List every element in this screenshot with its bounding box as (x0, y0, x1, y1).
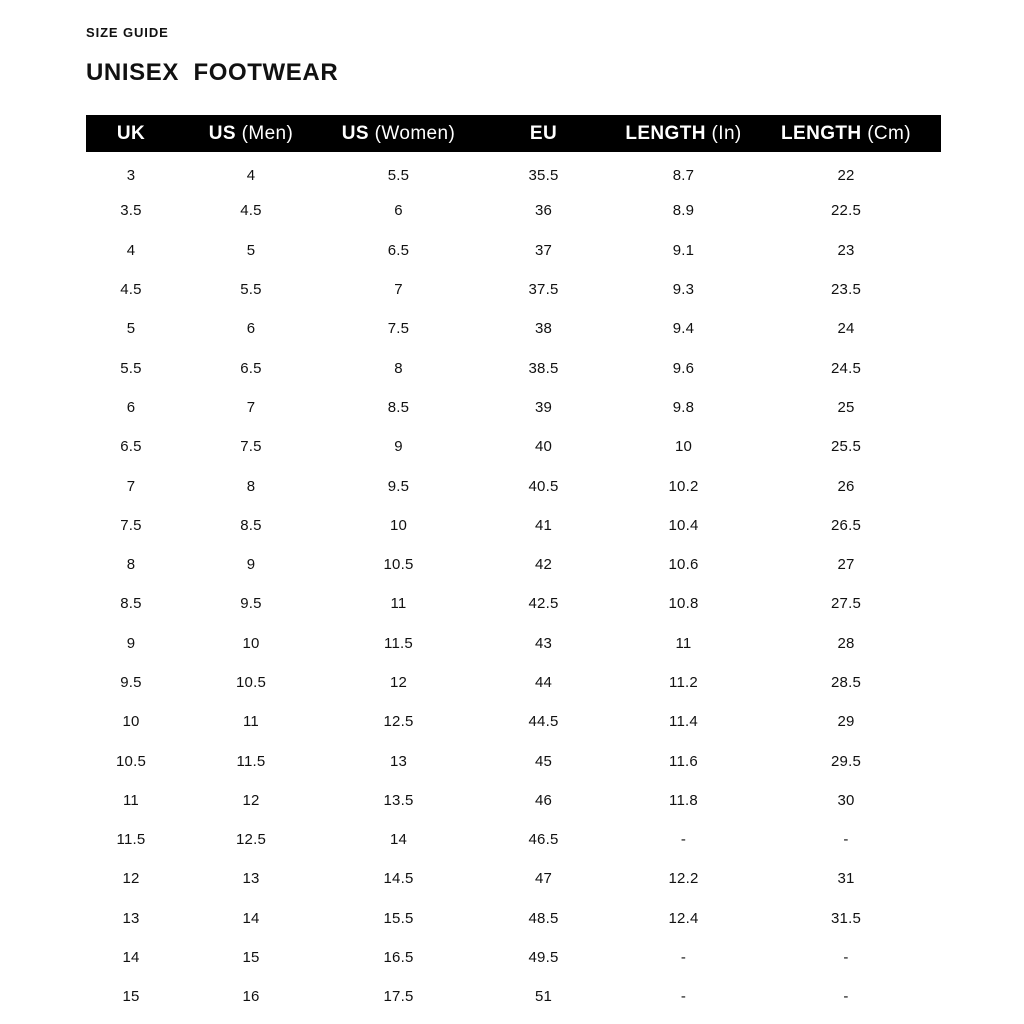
size-cell-eu: 41 (534, 516, 553, 534)
size-cell-length-cm: 23.5 (831, 281, 861, 299)
size-cell-us-men: 12 (242, 791, 260, 809)
size-cell-length-in: 11 (675, 634, 692, 652)
size-table-body (86, 152, 941, 1017)
size-cell-us-men: 10 (242, 634, 260, 652)
size-cell-length-in: 11.6 (669, 752, 698, 770)
size-cell-length-in: 8.7 (672, 166, 695, 184)
size-table-row (86, 270, 941, 309)
size-cell-eu: 37 (534, 241, 553, 259)
size-cell-length-cm: - (843, 988, 849, 1006)
size-cell-us-men: 15 (242, 949, 260, 967)
size-cell-length-in: 8.9 (672, 202, 695, 220)
size-cell-eu: 44.5 (528, 713, 559, 731)
size-cell-uk: 6.5 (120, 438, 142, 456)
size-cell-eu: 39 (534, 398, 553, 416)
size-cell-length-in: 9.1 (672, 241, 695, 259)
size-cell-length-in: - (680, 988, 687, 1006)
size-table-row (86, 152, 941, 191)
size-cell-us-women: 15.5 (383, 909, 414, 927)
size-cell-us-women: 13.5 (383, 791, 414, 809)
size-cell-us-women: 10.5 (383, 556, 414, 574)
size-cell-uk: 3.5 (120, 202, 142, 220)
size-cell-uk: 13 (122, 909, 140, 927)
size-cell-length-cm: 22.5 (831, 202, 861, 220)
size-cell-us-women: 12 (389, 674, 408, 691)
size-cell-us-men: 5.5 (240, 281, 262, 299)
column-header-us-women: US (Women) (326, 115, 471, 152)
size-table (86, 115, 941, 1017)
size-cell-uk: 9 (126, 634, 136, 652)
size-cell-us-women: 9 (394, 438, 403, 456)
size-cell-length-cm: 24.5 (831, 359, 861, 377)
size-cell-length-cm: 26.5 (831, 516, 861, 534)
size-cell-length-in: 10.8 (668, 595, 699, 613)
size-cell-length-cm: 30 (837, 791, 855, 809)
size-table-row (86, 388, 941, 427)
size-cell-eu: 36 (534, 202, 553, 220)
size-cell-us-women: 13 (389, 752, 408, 770)
column-header-eu: EU (471, 115, 616, 152)
size-guide-label: SIZE GUIDE (86, 25, 169, 40)
size-cell-us-men: 8.5 (240, 516, 262, 534)
size-cell-eu: 48.5 (528, 909, 559, 927)
size-table-row (86, 702, 941, 741)
size-cell-us-men: 11 (243, 713, 259, 731)
size-cell-us-women: 8.5 (387, 398, 410, 416)
size-cell-eu: 51 (534, 988, 553, 1006)
size-cell-us-women: 7.5 (387, 320, 410, 338)
size-cell-length-cm: - (843, 949, 849, 967)
column-header-length-cm: LENGTH (Cm) (751, 115, 941, 152)
size-cell-us-men: 5 (246, 241, 256, 259)
size-cell-us-women: 16.5 (383, 949, 414, 967)
size-cell-length-in: 12.2 (668, 870, 699, 888)
size-cell-us-women: 8 (394, 359, 403, 377)
column-header-us-men: US (Men) (176, 115, 326, 152)
size-table-row (86, 663, 941, 702)
size-table-row (86, 741, 941, 780)
size-table-row (86, 624, 941, 663)
size-cell-length-cm: 25 (837, 398, 855, 416)
size-cell-uk: 10.5 (116, 752, 146, 770)
size-cell-us-women: 17.5 (383, 988, 414, 1006)
size-cell-eu: 38 (534, 320, 553, 338)
size-cell-uk: 4.5 (120, 281, 142, 299)
size-cell-eu: 37.5 (528, 281, 559, 299)
size-cell-us-women: 14.5 (383, 870, 414, 888)
size-cell-length-in: 11.4 (669, 713, 698, 731)
size-cell-us-men: 16 (242, 988, 260, 1006)
size-table-header-row (86, 115, 941, 152)
size-cell-us-men: 6.5 (240, 359, 262, 377)
size-cell-length-in: 9.6 (672, 359, 695, 377)
size-cell-us-men: 11.5 (236, 752, 266, 770)
size-cell-length-cm: 27 (837, 556, 855, 574)
size-cell-uk: 7 (126, 477, 136, 495)
size-table-header (86, 115, 941, 152)
size-cell-uk: 7.5 (120, 516, 142, 534)
size-table-row (86, 191, 941, 230)
size-cell-length-in: 10.2 (668, 477, 699, 495)
size-cell-length-in: 11.8 (669, 791, 698, 809)
size-cell-uk: 12 (122, 870, 140, 888)
size-cell-length-in: 9.4 (672, 320, 695, 338)
size-cell-us-women: 6.5 (387, 241, 410, 259)
size-cell-us-men: 9.5 (240, 595, 262, 613)
size-cell-uk: 10 (122, 713, 140, 731)
size-cell-length-cm: 24 (837, 320, 855, 338)
size-cell-eu: 49.5 (528, 949, 559, 967)
size-cell-us-men: 4 (246, 166, 256, 184)
size-cell-uk: 9.5 (120, 674, 142, 691)
size-table-row (86, 938, 941, 977)
size-cell-us-women: 11.5 (384, 634, 413, 652)
size-cell-length-cm: 31.5 (831, 909, 861, 927)
size-cell-us-men: 7.5 (240, 438, 262, 456)
size-cell-length-cm: 28 (837, 634, 855, 652)
size-cell-uk: 15 (122, 988, 140, 1006)
size-cell-length-in: 9.8 (672, 398, 695, 416)
size-cell-uk: 11.5 (116, 831, 146, 849)
size-cell-uk: 8.5 (120, 595, 142, 613)
size-table-row (86, 899, 941, 938)
size-cell-length-cm: - (843, 831, 849, 849)
size-cell-eu: 35.5 (528, 166, 559, 184)
size-cell-length-cm: 29 (837, 713, 855, 731)
size-cell-uk: 4 (126, 241, 136, 259)
size-table-row (86, 466, 941, 505)
size-cell-us-women: 7 (394, 281, 403, 299)
size-cell-us-men: 13 (242, 870, 260, 888)
size-cell-uk: 6 (126, 398, 136, 416)
column-header-length-in: LENGTH (In) (616, 115, 751, 152)
size-cell-length-cm: 31 (837, 870, 855, 888)
size-cell-eu: 46.5 (528, 831, 559, 849)
size-cell-us-men: 8 (246, 477, 256, 495)
size-cell-length-cm: 27.5 (831, 595, 861, 613)
size-table-row (86, 584, 941, 623)
size-cell-eu: 45 (534, 752, 553, 770)
size-cell-us-men: 7 (246, 398, 256, 416)
size-cell-length-in: 10.4 (668, 516, 699, 534)
size-cell-us-women: 11 (390, 595, 407, 613)
column-header-uk: UK (86, 115, 176, 152)
size-cell-length-cm: 26 (837, 477, 855, 495)
size-cell-length-in: - (680, 831, 687, 849)
size-table-row (86, 781, 941, 820)
size-cell-length-in: 10 (674, 438, 693, 456)
size-cell-us-men: 6 (246, 320, 256, 338)
size-table-row (86, 545, 941, 584)
size-cell-us-women: 5.5 (387, 166, 410, 184)
size-cell-length-in: 11.2 (669, 674, 698, 691)
size-table-row (86, 820, 941, 859)
size-cell-length-in: 9.3 (672, 281, 695, 299)
size-cell-length-in: 10.6 (668, 556, 699, 574)
size-cell-us-women: 9.5 (387, 477, 410, 495)
size-cell-eu: 42.5 (528, 595, 559, 613)
size-cell-length-cm: 23 (837, 241, 855, 259)
size-cell-uk: 14 (122, 949, 140, 967)
size-table-row (86, 977, 941, 1016)
size-cell-eu: 43 (534, 634, 553, 652)
size-cell-length-in: 12.4 (668, 909, 699, 927)
page-title: UNISEX FOOTWEAR (86, 59, 339, 86)
size-cell-eu: 44 (534, 674, 553, 691)
size-cell-us-men: 12.5 (236, 831, 266, 849)
size-cell-uk: 3 (126, 166, 136, 184)
size-cell-us-women: 12.5 (383, 713, 414, 731)
size-cell-length-cm: 22 (837, 166, 855, 184)
size-table-row (86, 309, 941, 348)
size-cell-us-men: 4.5 (240, 202, 262, 220)
size-cell-eu: 42 (534, 556, 553, 574)
size-table-row (86, 231, 941, 270)
size-cell-uk: 5.5 (120, 359, 142, 377)
size-cell-length-cm: 28.5 (831, 674, 861, 691)
size-cell-us-men: 9 (246, 556, 256, 574)
size-cell-us-women: 10 (389, 516, 408, 534)
size-cell-eu: 40.5 (528, 477, 559, 495)
size-cell-eu: 40 (534, 438, 553, 456)
size-cell-us-men: 14 (242, 909, 260, 927)
size-cell-uk: 11 (123, 791, 139, 809)
size-cell-us-women: 14 (389, 831, 408, 849)
size-table-row (86, 506, 941, 545)
size-cell-uk: 5 (126, 320, 136, 338)
size-cell-length-cm: 29.5 (831, 752, 861, 770)
size-table-row (86, 348, 941, 387)
size-cell-us-men: 10.5 (236, 674, 266, 691)
size-cell-length-cm: 25.5 (831, 438, 861, 456)
size-cell-eu: 46 (534, 791, 553, 809)
size-cell-eu: 47 (534, 870, 553, 888)
size-cell-eu: 38.5 (528, 359, 559, 377)
size-cell-uk: 8 (126, 556, 136, 574)
size-table-row (86, 427, 941, 466)
size-cell-us-women: 6 (394, 202, 403, 220)
size-table-row (86, 859, 941, 898)
size-cell-length-in: - (680, 949, 687, 967)
